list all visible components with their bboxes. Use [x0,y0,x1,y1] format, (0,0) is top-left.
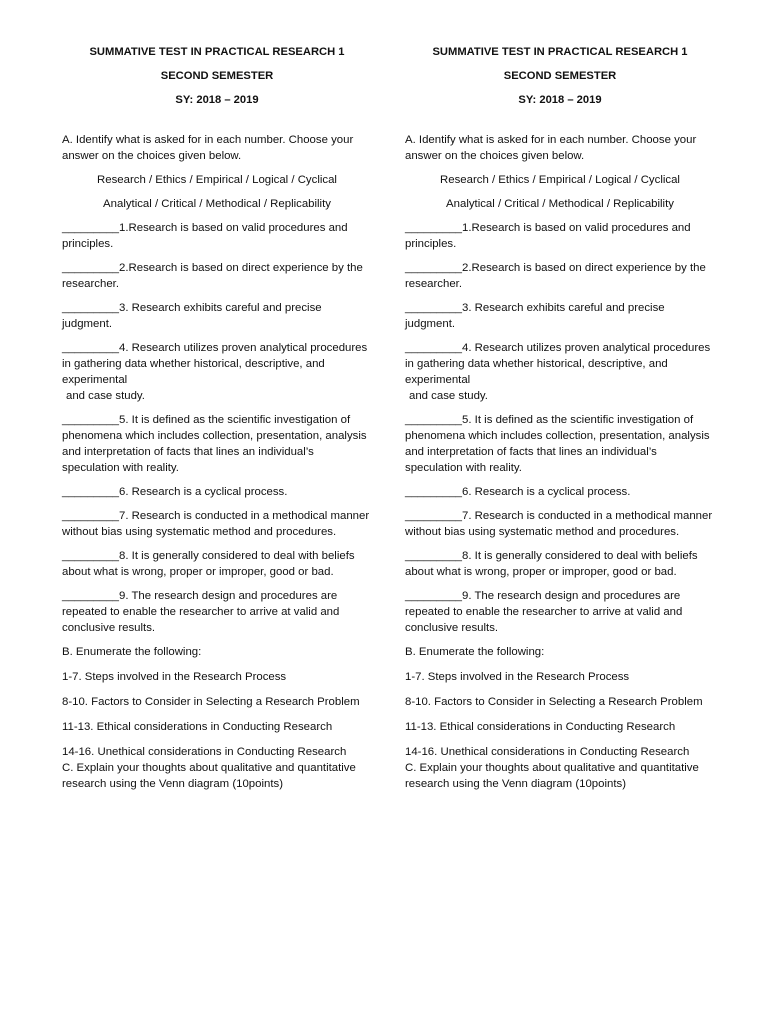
enumeration-item: 11-13. Ethical considerations in Conducting Research [405,721,676,733]
enumeration-item: 14-16. Unethical considerations in Conducting Research [405,746,690,758]
question-continuation: and case study. [409,390,488,402]
question-item: _________2.Research is based on direct experience by the researcher. [405,262,706,290]
choices-line: Research / Ethics / Empirical / Logical / Cyclical [97,174,337,186]
question-item: _________1.Research is based on valid procedures and principles. [405,222,691,250]
school-year: SY: 2018 – 2019 [518,94,602,106]
question-item: _________3. Research exhibits careful and precise judgment. [62,302,322,330]
question-item: _________5. It is defined as the scientific investigation of phenomena which includes collection, presentation, analysis and interpretation of facts that lines an individual’s speculation with reality. [405,414,710,474]
enumeration-item: 1-7. Steps involved in the Research Process [405,671,630,683]
question-item: _________8. It is generally considered to deal with beliefs about what is wrong, proper or improper, good or bad. [405,550,698,578]
question-item: _________7. Research is conducted in a methodical manner without bias using systematic method and procedures. [62,510,370,538]
question-item: _________8. It is generally considered to deal with beliefs about what is wrong, proper or improper, good or bad. [62,550,355,578]
enumeration-item: 8-10. Factors to Consider in Selecting a Research Problem [405,696,703,708]
semester: SECOND SEMESTER [503,70,617,82]
question-item [405,340,715,404]
test-copy-left [62,44,372,792]
enumeration-item: 11-13. Ethical considerations in Conducting Research [62,721,333,733]
question-item [62,340,372,404]
question-item: _________2.Research is based on direct experience by the researcher. [62,262,363,290]
answer-choices [62,172,372,212]
enumeration-item: 8-10. Factors to Consider in Selecting a Research Problem [62,696,360,708]
school-year: SY: 2018 – 2019 [175,94,259,106]
question-item: _________9. The research design and procedures are repeated to enable the researcher to arrive at valid and conclusive results. [62,590,340,634]
test-title: SUMMATIVE TEST IN PRACTICAL RESEARCH 1 [432,46,688,58]
choices-line: Research / Ethics / Empirical / Logical / Cyclical [440,174,680,186]
test-header [62,44,372,108]
enumeration-item: 14-16. Unethical considerations in Conducting Research [62,746,347,758]
section-b-heading: B. Enumerate the following: [62,646,202,658]
question-text: _________4. Research utilizes proven analytical procedures in gathering data whether historical, descriptive, and experimental [405,342,711,386]
choices-line: Analytical / Critical / Methodical / Replicability [103,198,331,210]
question-item: _________1.Research is based on valid procedures and principles. [62,222,348,250]
choices-line: Analytical / Critical / Methodical / Replicability [446,198,674,210]
enumeration-item: 1-7. Steps involved in the Research Process [62,671,287,683]
question-continuation: and case study. [66,390,145,402]
semester: SECOND SEMESTER [160,70,274,82]
question-item: _________9. The research design and procedures are repeated to enable the researcher to arrive at valid and conclusive results. [405,590,683,634]
question-item: _________3. Research exhibits careful and precise judgment. [405,302,665,330]
answer-choices [405,172,715,212]
question-item: _________6. Research is a cyclical process. [62,486,288,498]
section-a-instructions: A. Identify what is asked for in each number. Choose your answer on the choices given below. [62,134,354,162]
test-title: SUMMATIVE TEST IN PRACTICAL RESEARCH 1 [89,46,345,58]
question-item: _________7. Research is conducted in a methodical manner without bias using systematic method and procedures. [405,510,713,538]
section-c-prompt: C. Explain your thoughts about qualitative and quantitative research using the Venn diagram (10points) [405,762,699,790]
question-item: _________6. Research is a cyclical process. [405,486,631,498]
section-c-prompt: C. Explain your thoughts about qualitative and quantitative research using the Venn diagram (10points) [62,762,356,790]
test-copy-right [405,44,715,792]
section-a-instructions: A. Identify what is asked for in each number. Choose your answer on the choices given below. [405,134,697,162]
test-header [405,44,715,108]
section-b-heading: B. Enumerate the following: [405,646,545,658]
question-text: _________4. Research utilizes proven analytical procedures in gathering data whether historical, descriptive, and experimental [62,342,368,386]
question-item: _________5. It is defined as the scientific investigation of phenomena which includes collection, presentation, analysis and interpretation of facts that lines an individual’s speculation with reality. [62,414,367,474]
